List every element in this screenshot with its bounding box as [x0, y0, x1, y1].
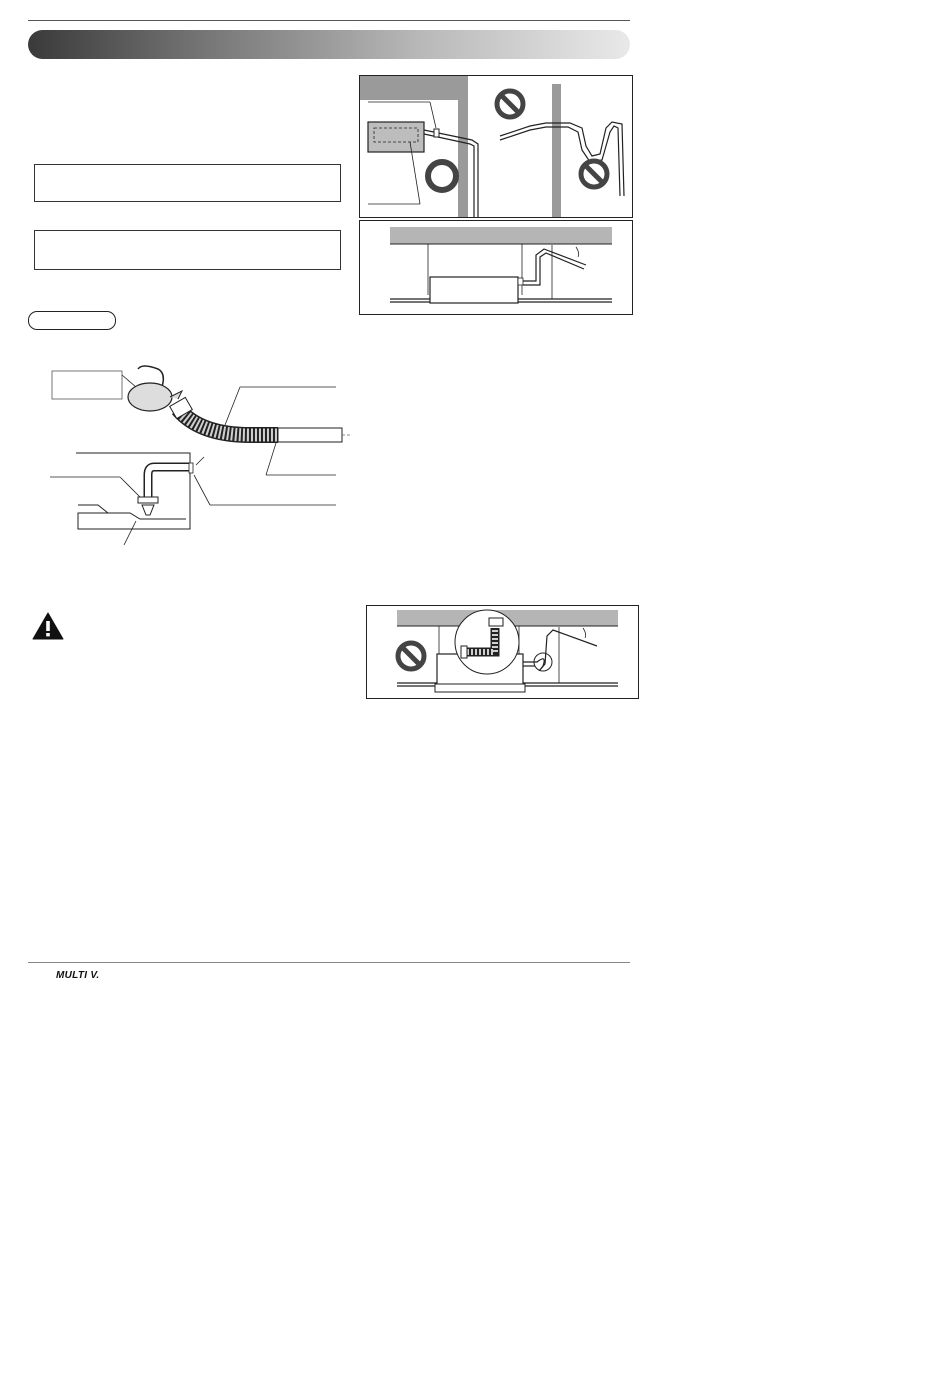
brand-logo: MULTI V. [56, 970, 100, 981]
section-header-bar [28, 30, 630, 59]
bottom-rule [28, 962, 630, 963]
example-tab-label [28, 311, 116, 330]
top-rule [28, 20, 630, 21]
note-box-1 [34, 164, 341, 202]
note-box-2 [34, 230, 341, 270]
hose-test-figure [50, 365, 350, 555]
prohibited-icon [581, 161, 607, 187]
drain-pipe-figure-upper [359, 75, 633, 218]
drain-hose-prohibited-figure [366, 605, 639, 699]
drain-pipe-figure-lower [359, 220, 633, 315]
prohibited-icon [497, 91, 523, 117]
prohibited-icon [398, 643, 424, 669]
warning-icon [32, 612, 64, 640]
